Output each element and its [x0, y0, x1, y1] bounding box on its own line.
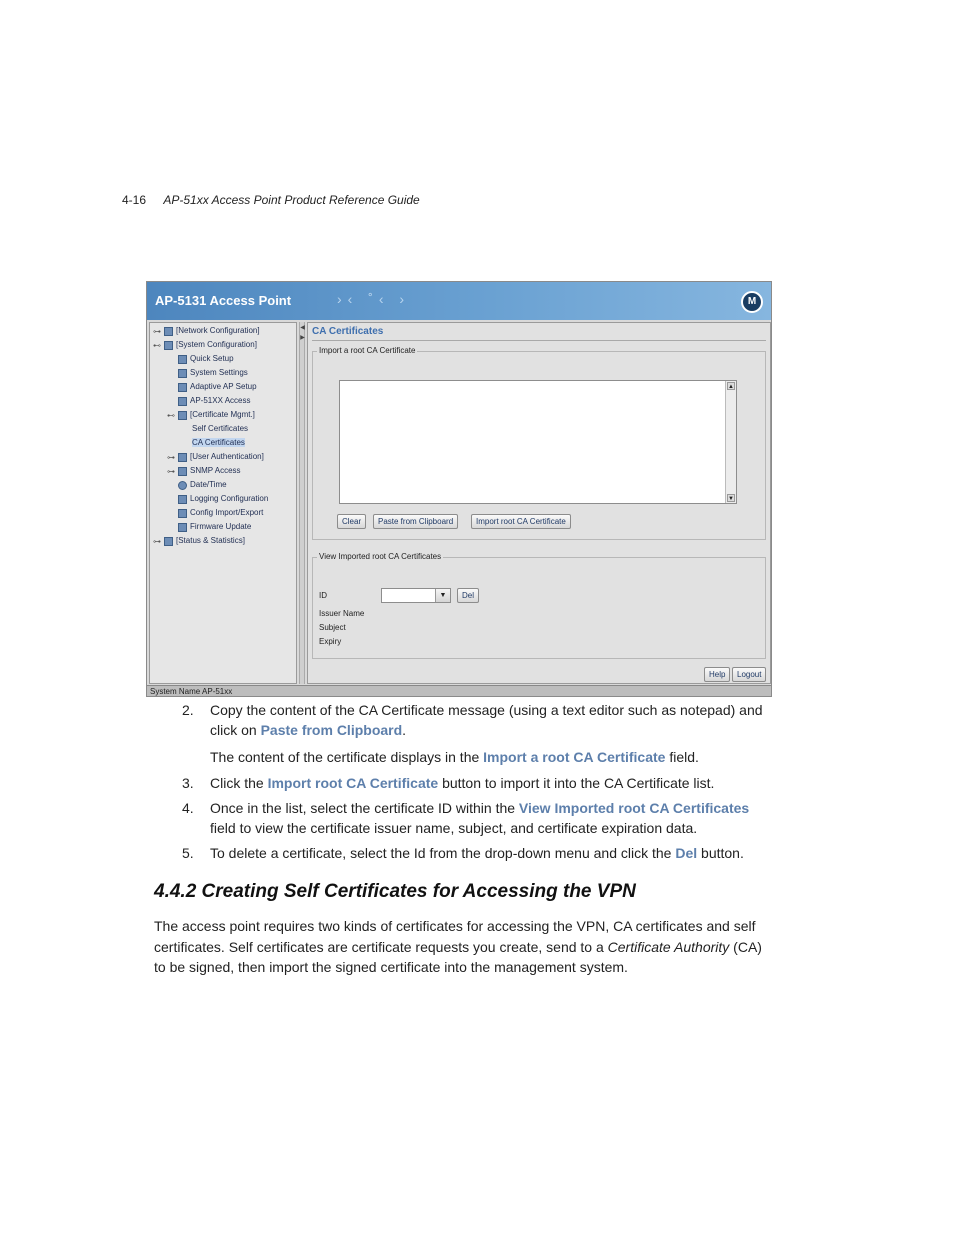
splitter-right-arrow-icon[interactable]: ▶ [300, 335, 305, 341]
del-button[interactable]: Del [457, 588, 479, 603]
tree-item-ap-51xx-access[interactable]: AP-51XX Access [178, 395, 250, 407]
panel-title: CA Certificates [312, 326, 384, 337]
guide-title: AP-51xx Access Point Product Reference Guide [163, 193, 420, 207]
status-bar [147, 685, 771, 697]
step-2-note [210, 747, 770, 767]
page-number: 4-16 [122, 193, 147, 207]
clock-icon [178, 481, 187, 490]
status-text: System Name AP-51xx [150, 687, 233, 696]
expand-icon[interactable]: ⊶ [153, 327, 161, 336]
paragraph-text-part: The access point requires two kinds of certificates for accessing the VPN, CA certificates and self certificates. Self certificates are certificate requests you create, send to a [154, 918, 756, 955]
tree-item-quick-setup[interactable]: Quick Setup [178, 353, 234, 365]
snmp-icon [178, 467, 187, 476]
import-button-ref: Import root CA Certificate [267, 775, 439, 791]
tree-item-ca-certificates[interactable]: CA Certificates [192, 438, 245, 447]
step-number: 4. [182, 800, 194, 816]
id-label: ID [319, 591, 327, 600]
paste-from-clipboard-button[interactable]: Paste from Clipboard [373, 514, 458, 529]
system-icon [164, 341, 173, 350]
expiry-label: Expiry [319, 637, 342, 646]
tree-item-logging-configuration[interactable]: Logging Configuration [178, 493, 268, 505]
import-export-icon [178, 509, 187, 518]
step-text [210, 843, 770, 863]
import-ca-certificate-group [312, 346, 766, 540]
logout-button[interactable]: Logout [732, 667, 766, 682]
clear-button[interactable]: Clear [337, 514, 366, 529]
paste-from-clipboard-ref: Paste from Clipboard [260, 722, 403, 738]
paragraph-text-part: (CA) to be signed, then import the signed certificate into the management system. [154, 938, 762, 975]
chevron-down-icon[interactable]: ▼ [435, 589, 450, 602]
note-text-part: field. [665, 749, 699, 765]
tree-item-snmp-access[interactable]: ⊶ SNMP Access [167, 466, 241, 476]
note-text-part: The content of the certificate displays in the [210, 749, 484, 765]
step-text [210, 700, 770, 740]
tree-item-certificate-mgmt[interactable]: ⊷ [Certificate Mgmt.] [167, 410, 255, 420]
step-text-part: Copy the content of the CA Certificate message (using a text editor such as notepad) and click on [210, 702, 763, 738]
certificate-icon [178, 411, 187, 420]
step-text-part: To delete a certificate, select the Id from the drop-down menu and click the [210, 845, 676, 861]
collapse-icon[interactable]: ⊷ [167, 411, 175, 420]
step-text-part: button to import it into the CA Certificate list. [438, 775, 715, 791]
view-group-label: View Imported root CA Certificates [319, 552, 442, 561]
expand-icon[interactable]: ⊶ [167, 467, 175, 476]
view-imported-certificates-group [312, 552, 766, 659]
step-text [210, 798, 770, 838]
network-icon [164, 327, 173, 336]
step-number: 2. [182, 702, 194, 718]
app-title: AP-5131 Access Point [155, 293, 292, 308]
tree-item-adaptive-ap-setup[interactable]: Adaptive AP Setup [178, 381, 257, 393]
view-imported-field-ref: View Imported root CA Certificates [518, 800, 750, 816]
access-icon [178, 397, 187, 406]
log-icon [178, 495, 187, 504]
tree-item-network-configuration[interactable]: ⊶ [Network Configuration] [153, 326, 260, 336]
certificate-id-select[interactable] [381, 588, 451, 603]
expand-icon[interactable]: ⊶ [153, 537, 161, 546]
collapse-icon[interactable]: ⊷ [153, 341, 161, 350]
firmware-icon [178, 523, 187, 532]
status-icon [164, 537, 173, 546]
tree-item-user-authentication[interactable]: ⊶ [User Authentication] [167, 452, 264, 462]
splitter-left-arrow-icon[interactable]: ◀ [300, 325, 305, 331]
tree-item-date-time[interactable]: Date/Time [178, 479, 227, 491]
motorola-logo-icon: M [741, 291, 763, 313]
import-root-ca-field-ref: Import a root CA Certificate [483, 749, 666, 765]
step-text-part: Once in the list, select the certificate ID within the [210, 800, 519, 816]
panel-splitter[interactable] [299, 322, 305, 684]
ca-certificates-panel [307, 322, 771, 684]
arrow-icon [178, 355, 187, 364]
tree-item-self-certificates[interactable]: Self Certificates [192, 424, 249, 433]
issuer-name-label: Issuer Name [319, 609, 365, 618]
subject-label: Subject [319, 623, 346, 632]
step-number: 5. [182, 845, 194, 861]
step-text-part: Click the [210, 775, 268, 791]
step-text [210, 773, 770, 793]
expand-icon[interactable]: ⊶ [167, 453, 175, 462]
scroll-down-icon[interactable]: ▼ [728, 496, 734, 502]
section-paragraph [154, 916, 774, 978]
titlebar-decoration: ›‹ ˚‹ › [337, 291, 411, 307]
tree-item-status-statistics[interactable]: ⊶ [Status & Statistics] [153, 536, 245, 546]
textarea-scrollbar[interactable] [725, 381, 736, 503]
step-number: 3. [182, 775, 194, 791]
step-text-part: button. [697, 845, 744, 861]
tree-item-config-import-export[interactable]: Config Import/Export [178, 507, 263, 519]
step-text-part: . [402, 722, 407, 738]
del-button-ref: Del [675, 845, 698, 861]
adaptive-icon [178, 383, 187, 392]
settings-icon [178, 369, 187, 378]
tree-item-firmware-update[interactable]: Firmware Update [178, 521, 251, 533]
step-text-part: field to view the certificate issuer name, subject, and certificate expiration data. [210, 820, 698, 836]
page-header [122, 193, 420, 207]
section-heading: 4.4.2 Creating Self Certificates for Accessing the VPN [154, 881, 636, 902]
navigation-tree [149, 322, 297, 684]
tree-item-system-settings[interactable]: System Settings [178, 367, 248, 379]
help-button[interactable]: Help [704, 667, 730, 682]
certificate-textarea[interactable] [339, 380, 737, 504]
import-root-ca-certificate-button[interactable]: Import root CA Certificate [471, 514, 571, 529]
title-divider [312, 340, 766, 341]
user-icon [178, 453, 187, 462]
tree-item-system-configuration[interactable]: ⊷ [System Configuration] [153, 340, 257, 350]
ui-screenshot [146, 281, 772, 697]
import-group-label: Import a root CA Certificate [319, 346, 416, 355]
app-titlebar [147, 282, 771, 320]
certificate-authority-term: Certificate Authority [607, 938, 730, 955]
scroll-up-icon[interactable]: ▲ [728, 384, 734, 390]
